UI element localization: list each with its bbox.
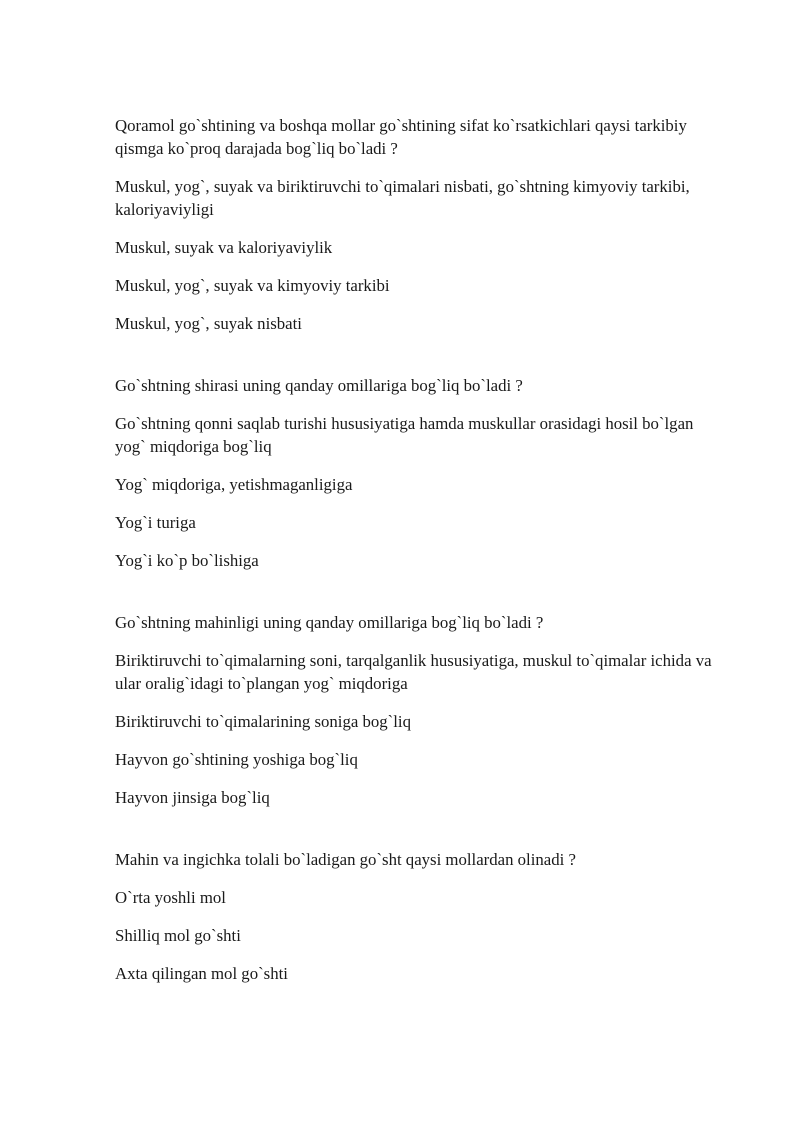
- answer-option: Biriktiruvchi to`qimalarining soniga bog`liq: [115, 712, 411, 731]
- question-text: Go`shtning shirasi uning qanday omillariga bog`liq bo`ladi ?: [115, 376, 523, 395]
- question-text: Mahin va ingichka tolali bo`ladigan go`sht qaysi mollardan olinadi ?: [115, 850, 576, 869]
- answer-option: O`rta yoshli mol: [115, 888, 226, 907]
- answer-option: Shilliq mol go`shti: [115, 926, 241, 945]
- question-text: Go`shtning mahinligi uning qanday omillariga bog`liq bo`ladi ?: [115, 613, 544, 632]
- answer-option: Axta qilingan mol go`shti: [115, 964, 288, 983]
- answer-option: Hayvon go`shtining yoshiga bog`liq: [115, 750, 358, 769]
- answer-option: Muskul, yog`, suyak nisbati: [115, 314, 302, 333]
- question-block: [115, 611, 725, 809]
- question-block: [115, 114, 725, 335]
- answer-option: Hayvon jinsiga bog`liq: [115, 788, 270, 807]
- question-text: Qoramol go`shtining va boshqa mollar go`shtining sifat ko`rsatkichlari qaysi tarkibiy qismga ko`proq darajada bog`liq bo`ladi ?: [115, 116, 687, 158]
- answer-option: Muskul, yog`, suyak va kimyoviy tarkibi: [115, 276, 390, 295]
- question-block: [115, 374, 725, 572]
- document-content: [115, 114, 725, 1024]
- answer-option: Go`shtning qonni saqlab turishi hususiyatiga hamda muskullar orasidagi hosil bo`lgan yog` miqdoriga bog`liq: [115, 414, 694, 456]
- answer-option: Biriktiruvchi to`qimalarning soni, tarqalganlik hususiyatiga, muskul to`qimalar ichida va ular oralig`idagi to`plangan yog` miqdoriga: [115, 651, 712, 693]
- answer-option: Yog` miqdoriga, yetishmaganligiga: [115, 475, 353, 494]
- answer-option: Muskul, yog`, suyak va biriktiruvchi to`qimalari nisbati, go`shtning kimyoviy tarkibi, kaloriyaviyligi: [115, 177, 690, 219]
- question-block: [115, 848, 725, 985]
- answer-option: Yog`i ko`p bo`lishiga: [115, 551, 259, 570]
- answer-option: Muskul, suyak va kaloriyaviylik: [115, 238, 333, 257]
- answer-option: Yog`i turiga: [115, 513, 196, 532]
